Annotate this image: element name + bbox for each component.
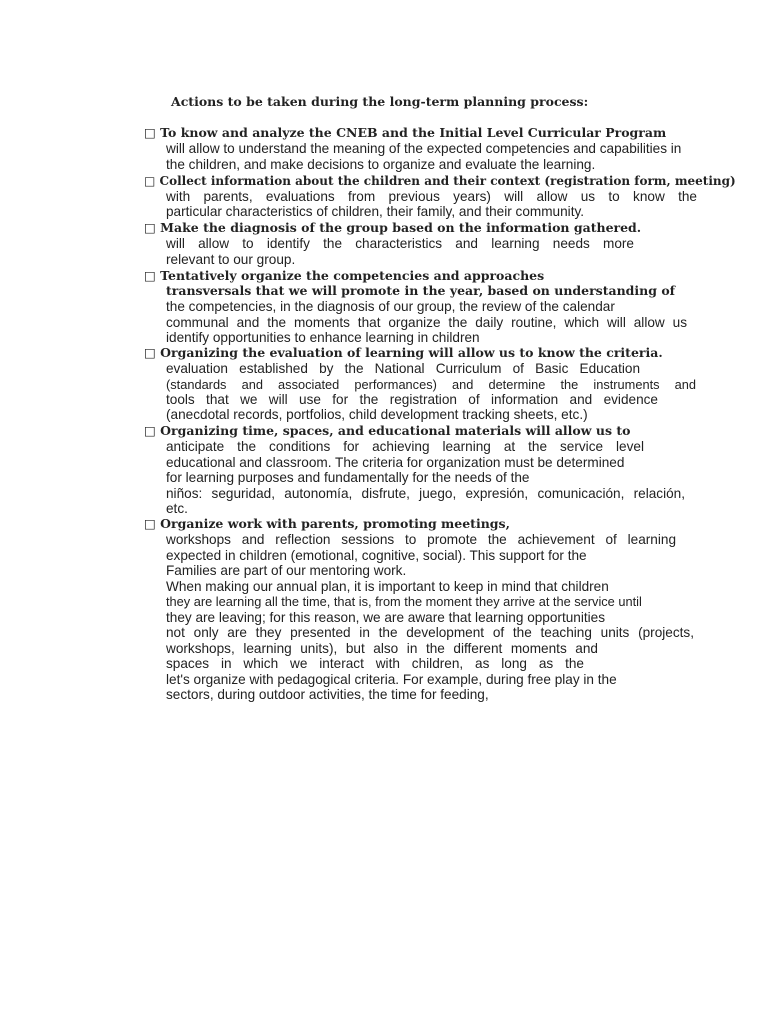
text-line: spaces in which we interact with children, as long as the bbox=[166, 656, 584, 671]
bullet-make-diagnosis: □ Make the diagnosis of the group based on the information gathered. bbox=[144, 220, 642, 235]
text-line: communal and the moments that organize the daily routine, which will allow us bbox=[166, 315, 687, 330]
text-line: with parents, evaluations from previous years) will allow us to know the bbox=[166, 189, 697, 204]
text-line: educational and classroom. The criteria for organization must be determined bbox=[166, 455, 625, 470]
bullet-organize-work-parents: □ Organize work with parents, promoting meetings, bbox=[144, 516, 510, 531]
text-line: anticipate the conditions for achieving learning at the service level bbox=[166, 439, 644, 454]
text-line: for learning purposes and fundamentally for the needs of the bbox=[166, 470, 530, 485]
bullet-organizing-evaluation: □ Organizing the evaluation of learning will allow us to know the criteria. bbox=[144, 345, 663, 360]
text-line: relevant to our group. bbox=[166, 252, 296, 267]
text-line: will allow to understand the meaning of the expected competencies and capabilities in bbox=[166, 141, 682, 156]
text-line: let's organize with pedagogical criteria. For example, during free play in the bbox=[166, 672, 617, 687]
text-line-bold: transversals that we will promote in the year, based on understanding of bbox=[166, 283, 676, 298]
bullet-organizing-time-spaces: □ Organizing time, spaces, and educational materials will allow us to bbox=[144, 423, 631, 438]
text-line: Families are part of our mentoring work. bbox=[166, 563, 407, 578]
document-heading: Actions to be taken during the long-term planning process: bbox=[171, 94, 589, 109]
text-line: niños: seguridad, autonomía, disfrute, juego, expresión, comunicación, relación, bbox=[166, 486, 685, 501]
text-line: evaluation established by the National Curriculum of Basic Education bbox=[166, 361, 640, 376]
text-line: particular characteristics of children, their family, and their community. bbox=[166, 204, 585, 219]
bullet-tentatively-organize: □ Tentatively organize the competencies and approaches bbox=[144, 268, 545, 283]
bullet-know-analyze: □ To know and analyze the CNEB and the Initial Level Curricular Program bbox=[144, 125, 667, 140]
text-line: expected in children (emotional, cognitive, social). This support for the bbox=[166, 548, 587, 563]
text-line: the children, and make decisions to organize and evaluate the learning. bbox=[166, 157, 596, 172]
text-line: they are learning all the time, that is, from the moment they arrive at the service until bbox=[166, 594, 642, 609]
text-line: the competencies, in the diagnosis of our group, the review of the calendar bbox=[166, 299, 615, 314]
text-line: workshops, learning units), but also in the different moments and bbox=[166, 641, 598, 656]
text-line: sectors, during outdoor activities, the time for feeding, bbox=[166, 687, 489, 702]
text-line: will allow to identify the characteristics and learning needs more bbox=[166, 236, 634, 251]
text-line: they are leaving; for this reason, we are aware that learning opportunities bbox=[166, 610, 606, 625]
text-line: not only are they presented in the development of the teaching units (projects, bbox=[166, 625, 694, 640]
text-line: workshops and reflection sessions to promote the achievement of learning bbox=[166, 532, 676, 547]
text-line: etc. bbox=[166, 501, 188, 516]
text-line: tools that we will use for the registration of information and evidence bbox=[166, 392, 658, 407]
text-line: identify opportunities to enhance learning in children bbox=[166, 330, 480, 345]
text-line: When making our annual plan, it is important to keep in mind that children bbox=[166, 579, 609, 594]
text-line: (standards and associated performances) and determine the instruments and bbox=[166, 377, 696, 392]
text-line: (anecdotal records, portfolios, child development tracking sheets, etc.) bbox=[166, 407, 588, 422]
bullet-collect-information: □ Collect information about the children and their context (registration form, meeting) bbox=[144, 174, 736, 188]
